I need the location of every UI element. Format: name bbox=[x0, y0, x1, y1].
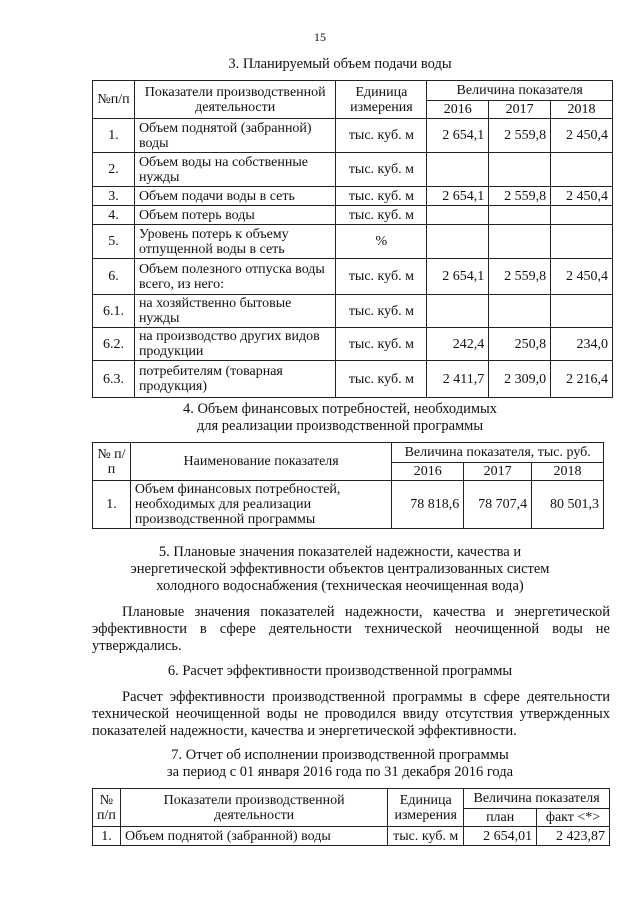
row-value-2018: 2 450,4 bbox=[551, 187, 613, 206]
section7-title-line2: за период с 01 января 2016 года по 31 декабря 2016 года bbox=[166, 764, 514, 780]
row-value-2017: 2 559,8 bbox=[489, 119, 551, 153]
row-value-2017 bbox=[489, 225, 551, 259]
row-unit: тыс. куб. м bbox=[336, 187, 427, 206]
table-row bbox=[93, 481, 604, 529]
header-indicator: Показатели производственной деятельности bbox=[134, 81, 336, 119]
header-year: 2017 bbox=[489, 101, 551, 119]
row-value-2018 bbox=[551, 206, 613, 225]
row-unit: % bbox=[336, 225, 427, 259]
row-value-2016: 2 654,1 bbox=[427, 187, 489, 206]
section5-title-line3: холодного водоснабжения (техническая неочищенная вода) bbox=[156, 578, 524, 594]
row-value-2017 bbox=[489, 295, 551, 328]
header-num: № п/п bbox=[93, 443, 131, 481]
row-value-2018 bbox=[551, 295, 613, 328]
header-value: Величина показателя, тыс. руб. bbox=[392, 443, 604, 463]
row-name: Уровень потерь к объему отпущенной воды в сеть bbox=[134, 225, 336, 259]
table-row bbox=[93, 119, 613, 153]
header-unit: Единица измерения bbox=[388, 789, 464, 827]
row-unit: тыс. куб. м bbox=[336, 119, 427, 153]
row-name: Объем воды на собственные нужды bbox=[134, 153, 336, 187]
row-value-2018: 2 450,4 bbox=[551, 119, 613, 153]
header-fact: факт <*> bbox=[537, 809, 610, 827]
header-year: 2018 bbox=[551, 101, 613, 119]
row-value-2016: 2 654,1 bbox=[427, 119, 489, 153]
header-year: 2016 bbox=[427, 101, 489, 119]
row-unit: тыс. куб. м bbox=[336, 153, 427, 187]
section6-title: 6. Расчет эффективности производственной программы bbox=[167, 663, 513, 679]
table-row bbox=[93, 827, 610, 846]
row-unit: тыс. куб. м bbox=[336, 295, 427, 328]
row-value-2016: 78 818,6 bbox=[392, 481, 464, 529]
row-unit: тыс. куб. м bbox=[336, 259, 427, 295]
row-name: Объем полезного отпуска воды всего, из него: bbox=[134, 259, 336, 295]
row-value-2017 bbox=[489, 206, 551, 225]
table-row bbox=[93, 361, 613, 398]
row-name: Объем подачи воды в сеть bbox=[134, 187, 336, 206]
row-value-2018: 2 450,4 bbox=[551, 259, 613, 295]
table-row bbox=[93, 295, 613, 328]
row-num: 6.1. bbox=[93, 295, 135, 328]
row-num: 6.3. bbox=[93, 361, 135, 398]
row-value-2018: 2 216,4 bbox=[551, 361, 613, 398]
table-row bbox=[93, 225, 613, 259]
row-num: 4. bbox=[93, 206, 135, 225]
table-row bbox=[93, 206, 613, 225]
row-plan: 2 654,01 bbox=[464, 827, 537, 846]
row-name: на производство других видов продукции bbox=[134, 328, 336, 361]
header-year: 2017 bbox=[464, 463, 532, 481]
row-unit: тыс. куб. м bbox=[388, 827, 464, 846]
execution-report-table bbox=[92, 788, 610, 846]
header-name: Наименование показателя bbox=[130, 443, 391, 481]
row-unit: тыс. куб. м bbox=[336, 328, 427, 361]
row-value-2016: 2 411,7 bbox=[427, 361, 489, 398]
row-unit: тыс. куб. м bbox=[336, 206, 427, 225]
header-year: 2018 bbox=[532, 463, 604, 481]
table-row bbox=[93, 328, 613, 361]
row-value-2016 bbox=[427, 295, 489, 328]
row-name: Объем финансовых потребностей, необходимых для реализации производственной программы bbox=[130, 481, 391, 529]
row-value-2017: 2 309,0 bbox=[489, 361, 551, 398]
section6-text: Расчет эффективности производственной программы в сфере деятельности технической неочищенной воды не проводился ввиду отсутствия утвержденных показателей надежности, качества и энергетической эффективности. bbox=[92, 689, 610, 739]
section3-title: 3. Планируемый объем подачи воды bbox=[228, 56, 452, 72]
row-value-2017: 78 707,4 bbox=[464, 481, 532, 529]
row-name: Объем поднятой (забранной) воды bbox=[134, 119, 336, 153]
page-number: 15 bbox=[314, 30, 326, 44]
row-num: 5. bbox=[93, 225, 135, 259]
table-row bbox=[93, 187, 613, 206]
section7-title-line1: 7. Отчет об исполнении производственной программы bbox=[171, 747, 509, 763]
row-value-2017: 2 559,8 bbox=[489, 187, 551, 206]
header-unit: Единица измерения bbox=[336, 81, 427, 119]
row-value-2016 bbox=[427, 206, 489, 225]
header-plan: план bbox=[464, 809, 537, 827]
row-num: 6. bbox=[93, 259, 135, 295]
row-name: на хозяйственно бытовые нужды bbox=[134, 295, 336, 328]
table-row bbox=[93, 153, 613, 187]
row-value-2016 bbox=[427, 153, 489, 187]
row-value-2016: 2 654,1 bbox=[427, 259, 489, 295]
row-num: 1. bbox=[93, 119, 135, 153]
section5-text: Плановые значения показателей надежности, качества и энергетической эффективности в сфере деятельности технической неочищенной воды не утверждались. bbox=[92, 604, 610, 654]
row-value-2018 bbox=[551, 225, 613, 259]
row-num: 3. bbox=[93, 187, 135, 206]
header-num: № п/п bbox=[93, 789, 121, 827]
row-num: 6.2. bbox=[93, 328, 135, 361]
header-num: №п/п bbox=[93, 81, 135, 119]
header-value: Величина показателя bbox=[427, 81, 613, 101]
header-year: 2016 bbox=[392, 463, 464, 481]
row-value-2018: 80 501,3 bbox=[532, 481, 604, 529]
row-name: Объем потерь воды bbox=[134, 206, 336, 225]
row-num: 1. bbox=[93, 827, 121, 846]
row-value-2017 bbox=[489, 153, 551, 187]
header-value: Величина показателя bbox=[464, 789, 610, 809]
row-num: 2. bbox=[93, 153, 135, 187]
row-fact: 2 423,87 bbox=[537, 827, 610, 846]
table-row bbox=[93, 259, 613, 295]
row-name: потребителям (товарная продукция) bbox=[134, 361, 336, 398]
section4-title-line2: для реализации производственной программы bbox=[196, 418, 484, 434]
row-value-2016 bbox=[427, 225, 489, 259]
row-unit: тыс. куб. м bbox=[336, 361, 427, 398]
section4-title-line1: 4. Объем финансовых потребностей, необходимых bbox=[182, 401, 498, 417]
financial-needs-table bbox=[92, 442, 604, 529]
row-value-2017: 2 559,8 bbox=[489, 259, 551, 295]
row-num: 1. bbox=[93, 481, 131, 529]
header-indicator: Показатели производственной деятельности bbox=[120, 789, 387, 827]
row-value-2018 bbox=[551, 153, 613, 187]
row-value-2016: 242,4 bbox=[427, 328, 489, 361]
row-name: Объем поднятой (забранной) воды bbox=[120, 827, 387, 846]
planned-supply-table bbox=[92, 80, 613, 398]
section5-title-line2: энергетической эффективности объектов централизованных систем bbox=[130, 561, 550, 577]
row-value-2018: 234,0 bbox=[551, 328, 613, 361]
section5-title-line1: 5. Плановые значения показателей надежности, качества и bbox=[158, 544, 522, 560]
row-value-2017: 250,8 bbox=[489, 328, 551, 361]
